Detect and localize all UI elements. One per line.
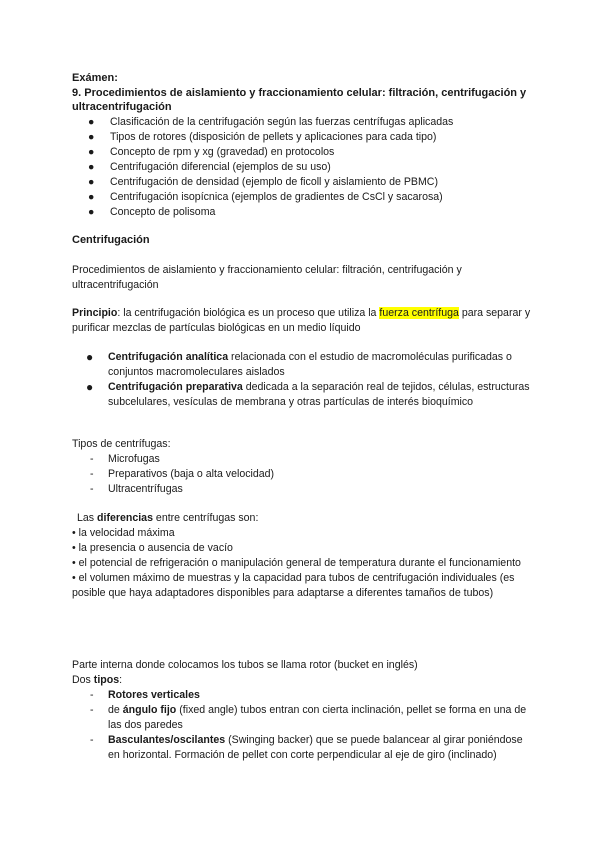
centrifuge-types-label: Tipos de centrífugas: — [72, 438, 171, 450]
list-item: - Microfugas — [90, 453, 160, 465]
list-item: - Ultracentrífugas — [90, 483, 183, 495]
list-item: ● Concepto de polisoma — [88, 206, 216, 218]
list-item: • la presencia o ausencia de vacío — [72, 542, 233, 554]
list-item: - Rotores verticales — [90, 689, 200, 701]
bullet-icon: ● — [88, 161, 95, 173]
dash-icon: - — [90, 734, 94, 746]
bullet-icon: ● — [88, 131, 95, 143]
bullet-icon: ● — [86, 350, 94, 364]
bullet-icon: ● — [88, 191, 95, 203]
list-item: ● Centrifugación de densidad (ejemplo de ficoll y aislamiento de PBMC) — [88, 176, 438, 188]
differences-block: Las diferencias entre centrífugas son: • la velocidad máxima • la presencia o ausencia de vacío • el potencial de refrigeración o manipulación general de temperatura durante el funcionamiento • el volumen máximo de muestras y la capacidad para tubos de centrifugación individuales (es posible que haya adaptadores disponibles para adaptarse a diferentes tamaños de tubos) — [72, 511, 532, 601]
list-item: ● Centrifugación preparativa dedicada a la separación real de tejidos, células, estructuras subcelulares, vesículas de membrana y otras partículas de interés bioquímico — [86, 380, 530, 408]
list-item: ● Centrifugación diferencial (ejemplos de su uso) — [88, 161, 331, 173]
bullet-icon: ● — [88, 116, 95, 128]
topic-title: 9. Procedimientos de aislamiento y fraccionamiento celular: filtración, centrifugación y ultracentrifugación — [72, 87, 527, 113]
exam-label: Exámen: — [72, 72, 118, 84]
exam-header — [72, 71, 532, 114]
topic-list — [72, 115, 532, 220]
dash-icon: - — [90, 468, 94, 480]
list-item: ● Centrifugación isopícnica (ejemplos de gradientes de CsCl y sacarosa) — [88, 191, 443, 203]
bullet-icon: ● — [88, 206, 95, 218]
dash-icon: - — [90, 689, 94, 701]
rotor-line: Parte interna donde colocamos los tubos se llama rotor (bucket en inglés) — [72, 659, 418, 671]
list-item: ● Tipos de rotores (disposición de pellets y aplicaciones para cada tipo) — [88, 131, 437, 143]
dash-icon: - — [90, 453, 94, 465]
highlighted-term: fuerza centrífuga — [379, 307, 459, 319]
section-intro: Procedimientos de aislamiento y fraccionamiento celular: filtración, centrifugación y ultracentrifugación — [72, 264, 462, 291]
principle-label: Principio — [72, 307, 118, 319]
list-item: ● Concepto de rpm y xg (gravedad) en protocolos — [88, 146, 335, 158]
list-item: ● Centrifugación analítica relacionada con el estudio de macromoléculas purificadas o conjuntos macromoleculares aislados — [86, 350, 512, 378]
list-item: - de ángulo fijo (fixed angle) tubos entran con cierta inclinación, pellet se forma en una de las dos paredes — [90, 704, 527, 731]
list-item: - Basculantes/oscilantes (Swinging backer) que se puede balancear al girar poniéndose en horizontal. Formación de pellet con corte perpendicular al eje de giro (inclinado) — [90, 734, 523, 761]
section-heading: Centrifugación — [72, 234, 150, 246]
list-item: ● Clasificación de la centrifugación según las fuerzas centrífugas aplicadas — [88, 116, 454, 128]
list-item: • el potencial de refrigeración o manipulación general de temperatura durante el funcionamiento — [72, 557, 521, 569]
bullet-icon: ● — [88, 146, 95, 158]
centrifugation-types-list — [72, 350, 532, 410]
list-item: • la velocidad máxima — [72, 527, 175, 539]
dash-icon: - — [90, 483, 94, 495]
centrifuge-types — [72, 437, 532, 497]
rotor-block: Parte interna donde colocamos los tubos se llama rotor (bucket en inglés) Dos tipos: - Rotores verticales - de ángulo fijo (fixed angle) tubos entran con cierta inclinación, pellet se forma en una de las dos paredes - Basculantes/oscilantes (Swinging backer) que se puede balancear al girar poniéndose en horizontal. Formación de pellet con corte perpendicular al eje de giro (inclinado) — [72, 658, 532, 763]
principle-paragraph: Principio: la centrifugación biológica es un proceso que utiliza la fuerza centrífuga para separar y purificar mezclas de partículas biológicas en un medio líquido — [72, 307, 531, 334]
dash-icon: - — [90, 704, 94, 716]
bullet-icon: ● — [88, 176, 95, 188]
bullet-icon: ● — [86, 380, 94, 394]
list-item: - Preparativos (baja o alta velocidad) — [90, 468, 275, 480]
list-item: • el volumen máximo de muestras y la capacidad para tubos de centrifugación individuales (es posible que haya adaptadores disponibles para adaptarse a diferentes tamaños de tubos) — [72, 572, 515, 599]
